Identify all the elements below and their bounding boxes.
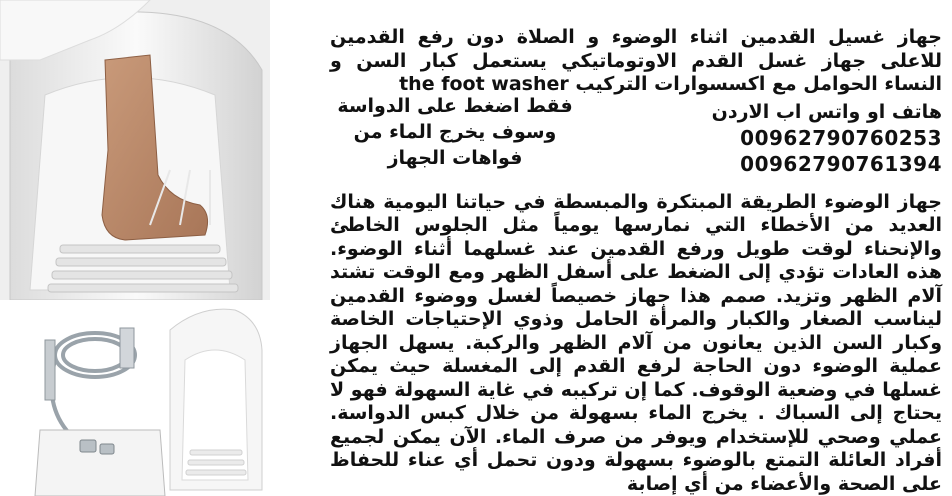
product-description-column: [330, 8, 942, 496]
product-title: [330, 26, 942, 97]
title-english: the foot washer: [399, 73, 569, 95]
product-description: جهاز الوضوء الطريقة المبتكرة والمبسطة في حياتنا اليومية هناك العديد من الأخطاء التي نمارسها يومياً مثل الجلوس الخاطئ والإنحناء لوقت طويل ورفع القدمين عند غسلهما أثناء الوضوء. هذه العادات تؤدي إلى الضغط على أسفل الظهر ومع الوقت تشتد آلام الظهر وتزيد. صمم هذا جهاز خصيصاً لغسل ووضوء القدمين ليناسب الصغار والكبار والمرأة الحامل وذوي الإحتياجات الخاصة وكبار السن الذين يعانون من آلام الظهر والركبة. يسهل الجهاز عملية الوضوء دون الحاجة لرفع القدم إلى المغسلة حيث يمكن غسلها في وضعية الوقوف. كما إن تركيبه في غاية السهولة فهو لا يحتاج إلى السباك . يخرج الماء بسهولة من خلال كبس الدواسة. عملي وصحي للإستخدام ويوفر من صرف الماء. الآن يمكن لجميع أفراد العائلة التمتع بالوضوء بسهولة ودون تحمل أي عناء للحفاظ على الصحة والأعضاء من أي إصابة: [330, 190, 942, 495]
contact-and-tip-row: [330, 94, 942, 189]
phone-number-2: 00962790761394: [740, 151, 942, 176]
title-arabic: جهاز غسيل القدمين اثناء الوضوء و الصلاة دون رفع القدمين للاعلى جهاز غسل القدم الاوتوماتيكي يستعمل كبار السن و النساء الحوامل مع اكسسوارات التركيب: [330, 26, 942, 95]
foot-washer-in-use-photo: [0, 0, 270, 300]
foot-washer-parts-photo: [0, 300, 330, 496]
phone-number-1: 00962790760253: [740, 125, 942, 150]
usage-tip: فقط اضغط على الدواسة وسوف يخرج الماء من فواهات الجهاز: [337, 94, 573, 169]
product-photos: [0, 0, 330, 496]
contact-label: هاتف او واتس اب الاردن: [711, 100, 942, 123]
foot-in-basin-illustration: [0, 0, 270, 300]
contact-block: [682, 99, 942, 177]
accessories-illustration: [0, 300, 330, 496]
